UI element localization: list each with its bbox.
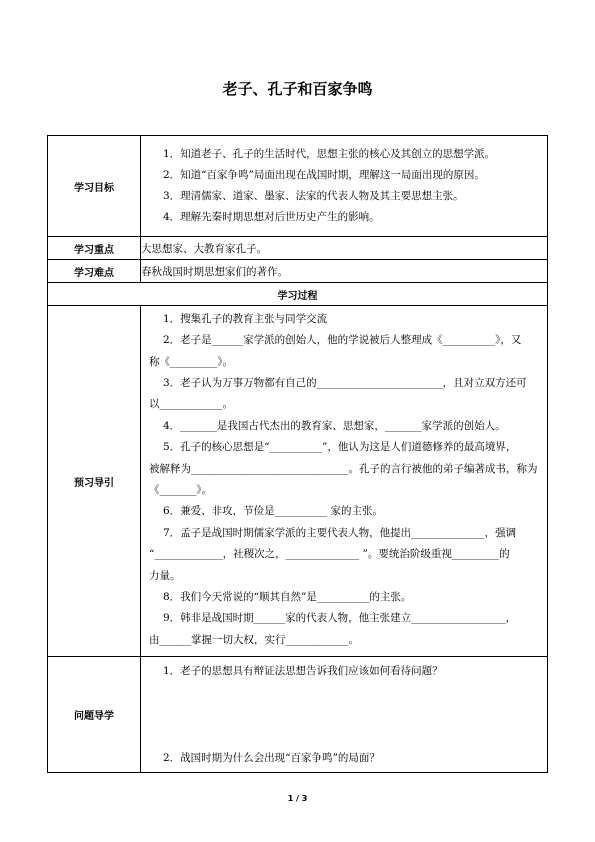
page-number: 1 / 3 [287, 794, 308, 803]
preview-line: 4．_______是我国古代杰出的教育家、思想家，_______家学派的创始人。 [163, 419, 506, 432]
worksheet-table [47, 135, 548, 773]
page-title: 老子、孔子和百家争鸣 [222, 80, 373, 98]
preview-line: 9．韩非是战国时期______家的代表人物，他主张建立__________________， [163, 612, 517, 625]
preview-line: 被解释为______________________________。孔子的言行被他的弟子编著成书，称为 [149, 462, 538, 475]
questions-content [141, 657, 548, 773]
difficulty-label: 学习难点 [48, 260, 141, 283]
preview-line: 8．我们今天常说的“顺其自然”是__________的主张。 [163, 591, 412, 604]
objective-item: 3．理清儒家、道家、墨家、法家的代表人物及其主要思想主张。 [163, 190, 464, 202]
preview-line: “_____________，社稷次之，______________ ”。要统治阶级重视_________的 [149, 548, 510, 561]
answer-space [141, 682, 547, 748]
objective-item: 2．知道“百家争鸣”局面出现在战国时期，理解这一局面出现的原因。 [163, 169, 485, 181]
preview-line: 6．兼爱、非攻，节俭是__________ 家的主张。 [163, 505, 384, 518]
preview-line: 1．搜集孔子的教育主张与同学交流 [163, 312, 328, 325]
questions-row [48, 657, 548, 773]
process-row [48, 283, 548, 306]
questions-label: 问题导学 [48, 657, 141, 773]
preview-line: 由______掌握一切大权，实行____________。 [149, 633, 359, 646]
objectives-row [48, 136, 548, 237]
preview-line: 《_______》。 [149, 484, 212, 496]
difficulty-row [48, 260, 548, 283]
preview-line: 3．老子认为万事万物都有自己的________________________，且对立双方还可 [163, 376, 527, 389]
preview-line: 称《_________》。 [149, 355, 233, 368]
preview-content [141, 306, 548, 657]
preview-line: 2．老子是______家学派的创始人，他的学说被后人整理成《__________》，又 [163, 334, 522, 347]
question-2: 2．战国时期为什么会出现“百家争鸣”的局面？ [163, 752, 380, 764]
objective-item: 1．知道老子、孔子的生活时代，思想主张的核心及其创立的思想学派。 [163, 148, 496, 160]
key-point-text: 大思想家、大教育家孔子。 [141, 237, 548, 260]
preview-label: 预习导引 [48, 306, 141, 657]
question-1: 1．老子的思想具有辩证法思想告诉我们应该如何看待问题？ [163, 665, 443, 677]
preview-line: 以____________。 [149, 398, 233, 411]
preview-line: 7．孟子是战国时期儒家学派的主要代表人物，他提出______________，强调 [163, 526, 517, 539]
preview-line: 力量。 [149, 569, 181, 582]
objectives-label: 学习目标 [48, 136, 141, 237]
objectives-content [141, 136, 548, 237]
process-heading: 学习过程 [48, 283, 548, 306]
objective-item: 4．理解先秦时期思想对后世历史产生的影响。 [163, 211, 380, 223]
key-point-row [48, 237, 548, 260]
difficulty-text: 春秋战国时期思想家们的著作。 [141, 260, 548, 283]
key-point-label: 学习重点 [48, 237, 141, 260]
preview-row [48, 306, 548, 657]
preview-line: 5．孔子的核心思想是“__________”，他认为这是人们道德修养的最高境界， [163, 441, 517, 454]
